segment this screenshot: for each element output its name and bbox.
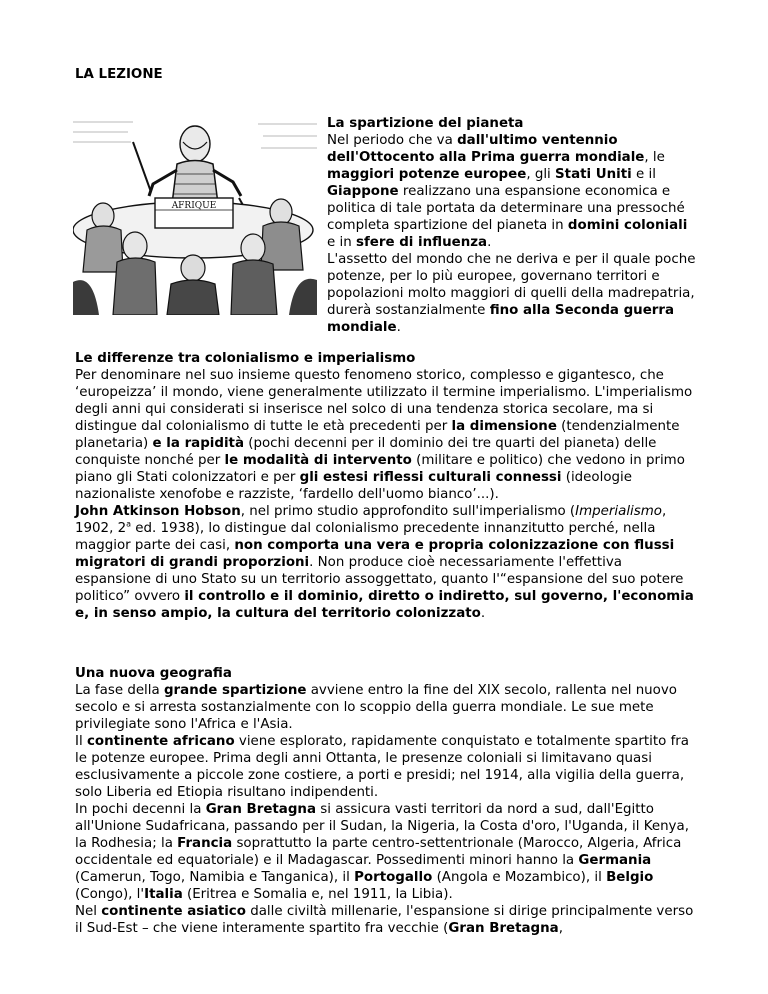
- section-heading: La spartizione del pianeta: [327, 116, 524, 131]
- paragraph: La fase della grande spartizione avviene entro la fine del XIX secolo, rallenta nel nuovo secolo e si arresta sostanzialmente con lo scoppio della guerra mondiale. Le sue mete privilegiate sono l'Africa e l'Asia.: [75, 683, 677, 732]
- section-heading: Una nuova geografia: [75, 666, 232, 681]
- section-heading: Le differenze tra colonialismo e imperialismo: [75, 351, 416, 366]
- section-spartizione: [327, 115, 697, 336]
- page-title: LA LEZIONE: [75, 67, 163, 82]
- paragraph: In pochi decenni la Gran Bretagna si assicura vasti territori da nord a sud, dall'Egitto all'Unione Sudafricana, passando per il Sudan, la Nigeria, la Costa d'oro, l'Uganda, il Kenya, la Rodhesia; la Francia soprattutto la parte centro-settentrionale (Marocco, Algeria, Africa occidentale ed equatoriale) e il Madagascar. Possedimenti minori hanno la Germania (Camerun, Togo, Namibia e Tanganica), il Portogallo (Angola e Mozambico), il Belgio (Congo), l'Italia (Eritrea e Somalia e, nel 1911, la Libia).: [75, 802, 689, 902]
- paragraph: L'assetto del mondo che ne deriva e per il quale poche potenze, per lo più europee, governano territori e popolazioni molto maggiori di quelli della madrepatria, durerà sostanzialmente fino alla Seconda guerra mondiale.: [327, 252, 696, 335]
- paragraph: Per denominare nel suo insieme questo fenomeno storico, complesso e gigantesco, che ‘europeizza’ il mondo, viene generalmente utilizzato il termine imperialismo. L'imperialismo degli anni qui considerati si inserisce nel solco di una tendenza storica secolare, ma si distingue dal colonialismo di tutte le età precedenti per la dimensione (tendenzialmente planetaria) e la rapidità (pochi decenni per il dominio dei tre quarti del pianeta) delle conquiste nonché per le modalità di intervento (militare e politico) che vedono in primo piano gli Stati colonizzatori e per gli estesi riflessi culturali connessi (ideologie nazionaliste xenofobe e razziste, ‘fardello dell'uomo bianco’...).: [75, 368, 693, 502]
- paragraph: John Atkinson Hobson, nel primo studio approfondito sull'imperialismo (Imperialismo, 1902, 2$^a$ ed. 1938), lo distingue dal colonialismo precedente innanzitutto perché, nella maggior parte dei casi, non comporta una vera e propria colonizzazione con flussi migratori di grandi proporzioni. Non produce cioè necessariamente l'effettiva espansione di uno Stato su un territorio assoggettato, quanto l'“espansione del suo potere politico” ovvero il controllo e il dominio, diretto o indiretto, sul governo, l'economia e, in senso ampio, la cultura del territorio colonizzato.: [75, 504, 694, 621]
- paragraph: Il continente africano viene esplorato, rapidamente conquistato e totalmente spartito fra le potenze europee. Prima degli anni Ottanta, le presenze coloniali si limitavano quasi esclusivamente a piccole zone costiere, a porti e presidi; nel 1914, alla vigilia della guerra, solo Liberia ed Etiopia risultano indipendenti.: [75, 734, 690, 800]
- cartoon-drawing: [73, 112, 317, 315]
- paragraph: Nel continente asiatico dalle civiltà millenarie, l'espansione si dirige principalmente verso il Sud-Est – che viene interamente spartito fra vecchie (Gran Bretagna,: [75, 904, 694, 936]
- cake-sign-text: AFRIQUE: [171, 201, 217, 211]
- section-geografia: [75, 665, 695, 937]
- paragraph: Nel periodo che va dall'ultimo ventennio dell'Ottocento alla Prima guerra mondiale, le maggiori potenze europee, gli Stati Uniti e il Giappone realizzano una espansione economica e politica di tale portata da determinare una pressoché completa spartizione del pianeta in domini coloniali e in sfere di influenza.: [327, 133, 688, 250]
- cartoon-illustration: [73, 112, 317, 315]
- section-differenze: [75, 350, 695, 622]
